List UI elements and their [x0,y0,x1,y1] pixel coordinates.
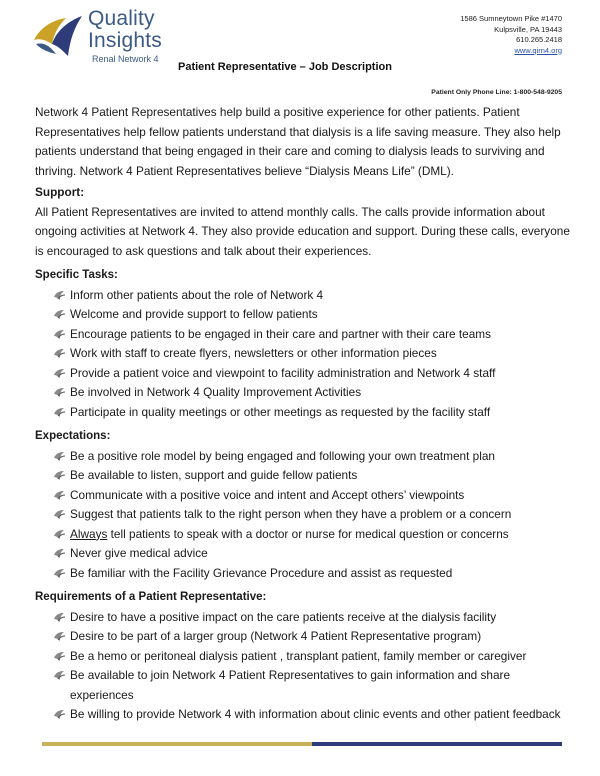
arrow-bullet-icon [53,568,66,579]
arrow-bullet-icon [53,509,66,520]
list-item: Be available to join Network 4 Patient Representatives to gain information and share experiences [35,666,575,705]
list-item: Welcome and provide support to fellow patients [35,305,575,325]
list-item: Participate in quality meetings or other meetings as requested by the facility staff [35,403,575,423]
arrow-bullet-icon [53,529,66,540]
quality-insights-logo [30,8,190,78]
arrow-bullet-icon [53,612,66,623]
arrow-bullet-icon [53,451,66,462]
footer-bar-gold [42,742,312,746]
list-item: Desire to be part of a larger group (Network 4 Patient Representative program) [35,627,575,647]
logo-line-renal-network: Renal Network 4 [92,54,159,64]
address-street: 1586 Sumneytown Pike #1470 [460,14,562,23]
address-city: Kulpsville, PA 19443 [494,24,562,34]
list-item: Be willing to provide Network 4 with information about clinic events and other patient feedback [35,705,575,725]
list-item: Inform other patients about the role of Network 4 [35,286,575,306]
arrow-bullet-icon [53,709,66,720]
document-body [35,103,575,725]
logo-wordmark [88,8,162,66]
arrow-bullet-icon [53,407,66,418]
document-title: Patient Representative – Job Description [178,61,392,73]
requirements-list [35,608,575,725]
footer-color-bar [42,742,562,746]
patient-phone-line: Patient Only Phone Line: 1-800-548-9205 [431,89,562,96]
tasks-heading: Specific Tasks: [35,269,118,281]
list-item: Suggest that patients talk to the right person when they have a problem or a concern [35,505,575,525]
always-emphasis: Always [70,526,108,541]
support-paragraph: All Patient Representatives are invited to attend monthly calls. The calls provide information about ongoing activities at Network 4. They also provide education and support. During these calls, everyone is encouraged to ask questions and talk about their experiences. [35,204,570,258]
list-item: Encourage patients to be engaged in their care and partner with their care teams [35,325,575,345]
arrow-bullet-icon [53,490,66,501]
list-item: Be a hemo or peritoneal dialysis patient , transplant patient, family member or caregiver [35,647,575,667]
arrow-bullet-icon [53,368,66,379]
arrow-bullet-icon [53,651,66,662]
footer-bar-navy [312,742,562,746]
expectations-list [35,447,575,584]
list-item: Provide a patient voice and viewpoint to facility administration and Network 4 staff [35,364,575,384]
list-item: Always tell patients to speak with a doctor or nurse for medical question or concerns [35,525,575,545]
arrow-bullet-icon [53,548,66,559]
address-phone: 610.265.2418 [516,35,562,44]
list-item: Be involved in Network 4 Quality Improvement Activities [35,383,575,403]
list-item: Work with staff to create flyers, newsletters or other information pieces [35,344,575,364]
list-item: Never give medical advice [35,544,575,564]
logo-line-quality: Quality [88,7,155,30]
support-heading: Support: [35,185,85,199]
arrow-bullet-icon [53,387,66,398]
arrow-bullet-icon [53,670,66,681]
arrow-bullet-icon [53,309,66,320]
tasks-list [35,286,575,423]
list-item: Desire to have a positive impact on the care patients receive at the dialysis facility [35,608,575,628]
list-item: Be available to listen, support and guide fellow patients [35,466,575,486]
arrow-bullet-icon [53,631,66,642]
intro-paragraph: Network 4 Patient Representatives help build a positive experience for other patients. Patient Representatives help fellow patients understand that dialysis is a life saving measure. They also help patients understand that being engaged in their care and coming to dialysis leads to surviving and thriving. Network 4 Patient Representatives believe “Dialysis Means Life” (DML). [35,105,561,178]
address-block [460,14,562,56]
list-item: Be familiar with the Facility Grievance Procedure and assist as requested [35,564,575,584]
list-item: Communicate with a positive voice and intent and Accept others’ viewpoints [35,486,575,506]
expectations-heading: Expectations: [35,430,111,442]
arrow-bullet-icon [53,470,66,481]
arrow-bullet-icon [53,348,66,359]
list-item: Be a positive role model by being engaged and following your own treatment plan [35,447,575,467]
arrow-bullet-icon [53,329,66,340]
logo-line-insights: Insights [88,29,162,52]
website-link[interactable]: www.qirn4.org [514,45,562,55]
requirements-heading: Requirements of a Patient Representative: [35,591,267,603]
logo-mark-icon [30,10,86,66]
arrow-bullet-icon [53,290,66,301]
